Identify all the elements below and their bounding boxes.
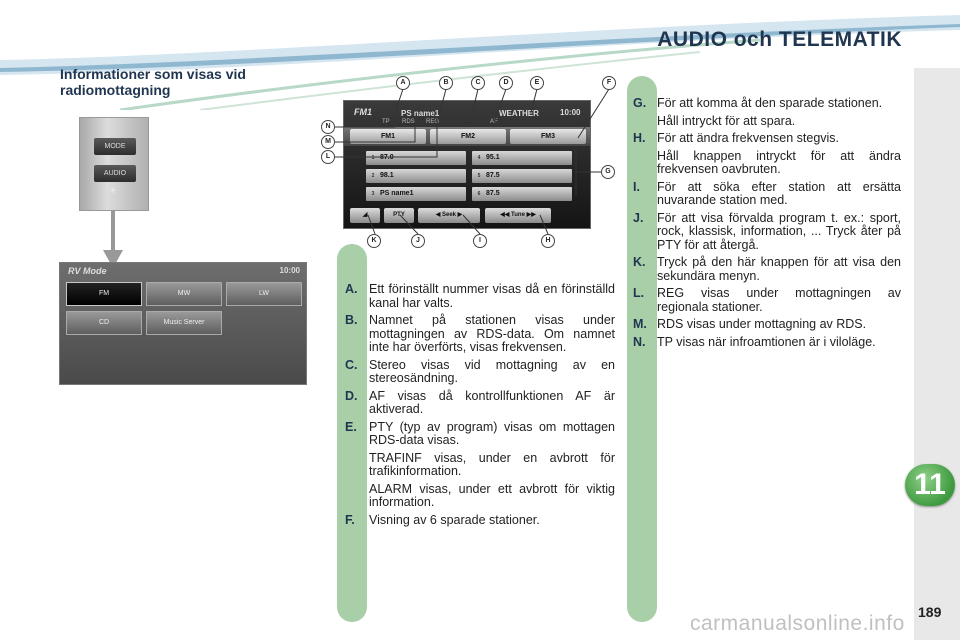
rv-mode-screen bbox=[59, 262, 307, 385]
pty-button: PTY bbox=[384, 208, 414, 223]
legend-item-c: C. Stereo visas vid mottagning av en stereosändning. bbox=[345, 357, 615, 385]
rv-cd-button: CD bbox=[66, 311, 142, 335]
weather-indicator: WEATHER bbox=[499, 109, 539, 118]
legend-right bbox=[633, 97, 901, 353]
header-title: AUDIO och TELEMATIK bbox=[657, 28, 902, 51]
fm3-button: FM3 bbox=[510, 129, 586, 144]
rds-flag: RDS bbox=[402, 119, 415, 125]
rv-fm-button: FM bbox=[66, 282, 142, 306]
callout-j: J bbox=[411, 234, 425, 248]
legend-item-n: N. TP visas när infroamtionen är i viloläge. bbox=[633, 334, 876, 349]
preset-1: 1 87.0 bbox=[366, 151, 466, 165]
legend-item-h: H. För att ändra frekvensen stegvis. Håll knappen intryckt för att ändra frekvensen oavbruten. bbox=[633, 131, 901, 176]
reg-flag: REG bbox=[426, 119, 440, 125]
station-name: PS name1 bbox=[401, 109, 440, 118]
audio-button-image: AUDIO bbox=[94, 165, 136, 182]
rv-music-server-button: Music Server bbox=[146, 311, 222, 335]
callout-k: K bbox=[367, 234, 381, 248]
legend-item-f: F. Visning av 6 sparade stationer. bbox=[345, 512, 540, 527]
preset-4: 4 95.1 bbox=[472, 151, 572, 165]
radio-time: 10:00 bbox=[560, 108, 581, 117]
band-indicator: FM1 bbox=[354, 107, 372, 117]
callout-m: M bbox=[321, 135, 335, 149]
callout-l: L bbox=[321, 150, 335, 164]
fm1-button: FM1 bbox=[350, 129, 426, 144]
preset-6: 6 87.5 bbox=[472, 187, 572, 201]
legend-item-i: I. För att söka efter station att ersätta nuvarande station med. bbox=[633, 179, 901, 207]
legend-item-b: B. Namnet på stationen visas under mottagningen av RDS-data. Om namnet inte har överförts, visas frekvensen. bbox=[345, 313, 615, 354]
callout-n: N bbox=[321, 120, 335, 134]
tp-flag: TP bbox=[382, 119, 390, 125]
tune-button: ◀◀ Tune ▶▶ bbox=[485, 208, 551, 223]
legend-item-d: D. AF visas då kontrollfunktionen AF är aktiverad. bbox=[345, 388, 615, 416]
plus-icon: + bbox=[110, 185, 117, 197]
preset-2: 2 98.1 bbox=[366, 169, 466, 183]
page-edge-strip bbox=[914, 68, 960, 640]
rv-mode-title: RV Mode bbox=[68, 266, 107, 276]
callout-g: G bbox=[601, 165, 615, 179]
rv-mw-button: MW bbox=[146, 282, 222, 306]
section-title: Informationer som visas vid radiomottagning bbox=[60, 66, 246, 98]
watermark: carmanualsonline.info bbox=[690, 612, 905, 635]
fm2-button: FM2 bbox=[430, 129, 506, 144]
legend-item-m: M. RDS visas under mottagning av RDS. bbox=[633, 317, 867, 331]
callout-e: E bbox=[530, 76, 544, 90]
callout-a: A bbox=[396, 76, 410, 90]
seek-button: ◀ Seek ▶ bbox=[418, 208, 480, 223]
callout-c: C bbox=[471, 76, 485, 90]
legend-item-j: J. För att visa förvalda program t. ex.: sport, rock, klassisk, information, ... Tryck åter på PTY för att återgå. bbox=[633, 210, 901, 252]
preset-5: 5 87.5 bbox=[472, 169, 572, 183]
arrow-down-icon bbox=[103, 210, 123, 268]
page-number: 189 bbox=[918, 604, 942, 620]
rv-mode-time: 10:00 bbox=[279, 266, 300, 275]
callout-f: F bbox=[602, 76, 616, 90]
callout-d: D bbox=[499, 76, 513, 90]
legend-item-e: E. PTY (typ av program) visas om mottagen RDS-data visas. TRAFINF visas, under en avbrott för trafikinformation. ALARM visas, under ett avbrott för viktig information. bbox=[345, 419, 615, 509]
af-flag: AF bbox=[490, 119, 498, 125]
legend-item-a: A. Ett förinställt nummer visas då en förinställd kanal har valts. bbox=[345, 282, 615, 310]
callout-i: I bbox=[473, 234, 487, 248]
control-panel-photo bbox=[79, 117, 149, 211]
radio-screen bbox=[343, 100, 591, 229]
chapter-badge: 11 bbox=[905, 464, 955, 506]
preset-3: 3 PS name1 bbox=[366, 187, 466, 201]
legend-left bbox=[345, 283, 615, 531]
rv-lw-button: LW bbox=[226, 282, 302, 306]
callout-h: H bbox=[541, 234, 555, 248]
callout-b: B bbox=[439, 76, 453, 90]
legend-item-g: G. För att komma åt den sparade stationen. Håll intryckt för att spara. bbox=[633, 96, 883, 128]
menu-icon: ◢ bbox=[350, 208, 380, 223]
mode-button-image: MODE bbox=[94, 138, 136, 155]
legend-item-k: K. Tryck på den här knappen för att visa den sekundära menyn. bbox=[633, 255, 901, 283]
legend-item-l: L. REG visas under mottagningen av regionala stationer. bbox=[633, 286, 901, 314]
